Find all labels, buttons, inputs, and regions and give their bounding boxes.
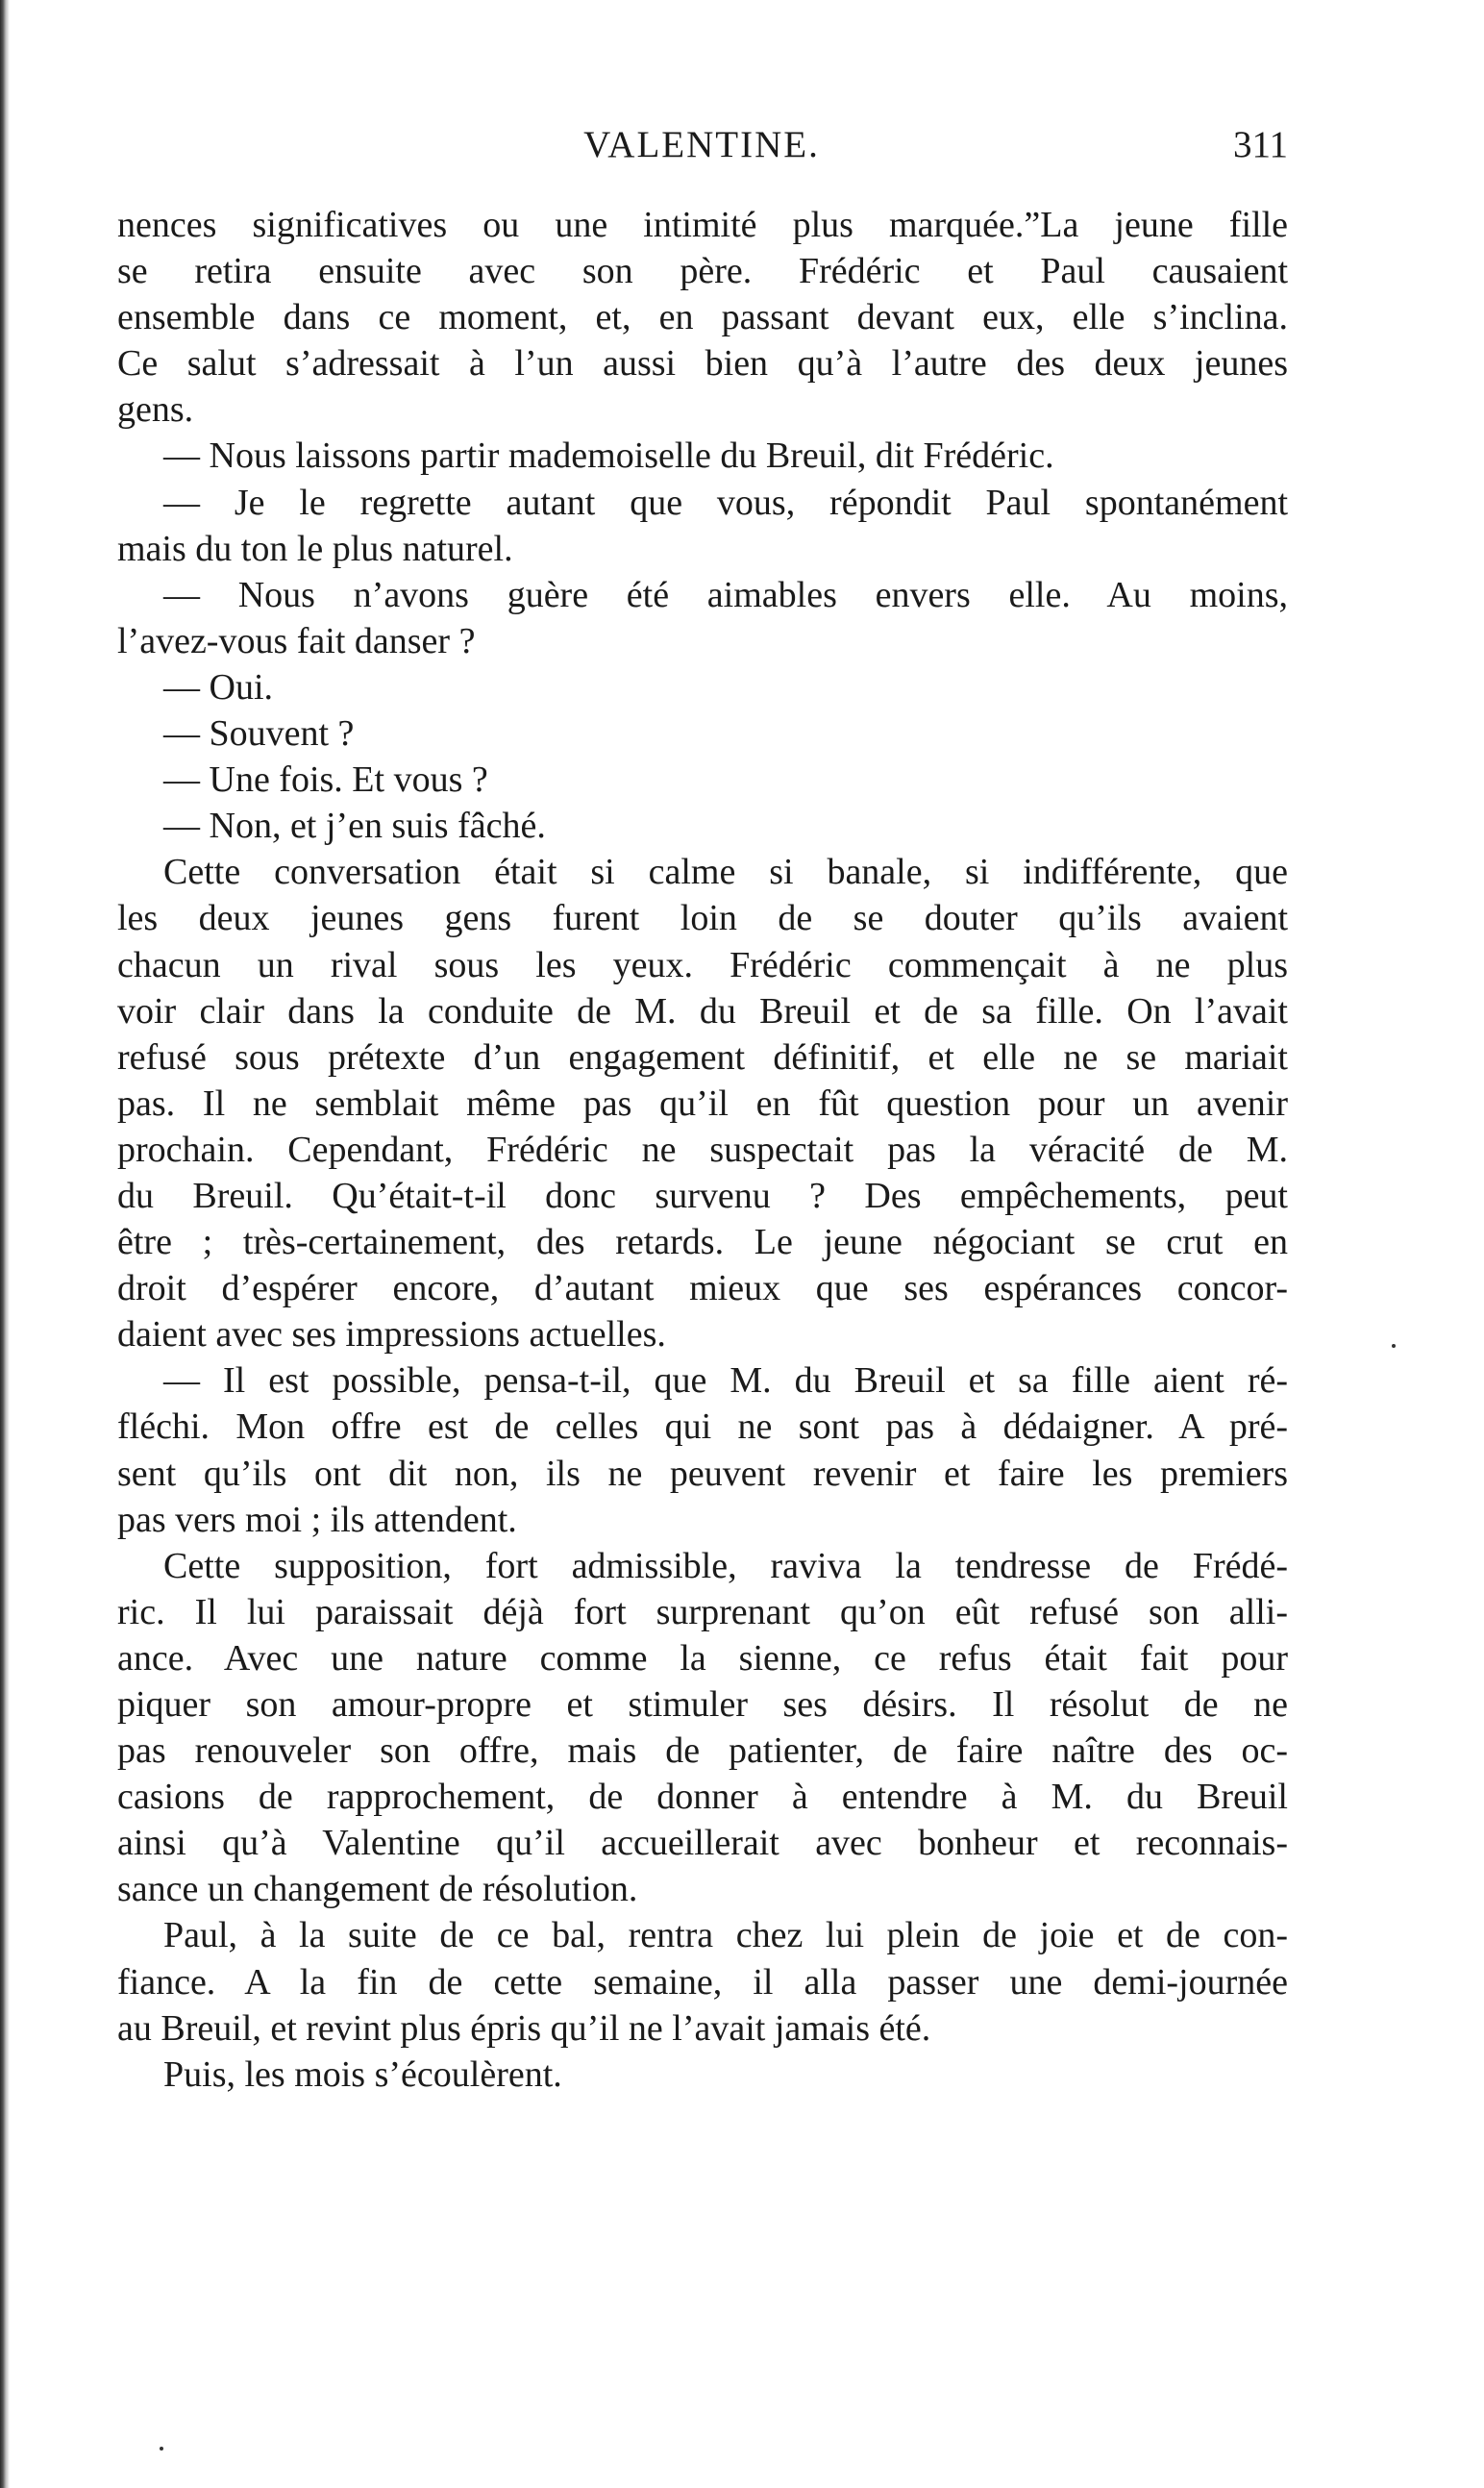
text-line: pas vers moi ; ils attendent.	[117, 1499, 517, 1540]
text-line: pas. Il ne semblait même pas qu’il en fût question pour un avenir	[117, 1082, 1288, 1124]
text-line: se retira ensuite avec son père. Frédéric et Paul causaient	[117, 251, 1288, 292]
text-line: ainsi qu’à Valentine qu’il accueillerait avec bonheur et reconnais-	[117, 1823, 1288, 1864]
dialogue-line: — Il est possible, pensa-t-il, que M. du Breuil et sa fille aient ré-	[163, 1360, 1288, 1402]
text-line: voir clair dans la conduite de M. du Breuil et de sa fille. On l’avait	[117, 990, 1288, 1032]
text-line: Ce salut s’adressait à l’un aussi bien qu’à l’autre des deux jeunes	[117, 343, 1288, 385]
text-line: chacun un rival sous les yeux. Frédéric commençait à ne plus	[117, 944, 1288, 985]
dialogue-line: — Une fois. Et vous ?	[163, 759, 488, 801]
running-head	[115, 123, 1288, 169]
dialogue-line: — Oui.	[163, 666, 273, 708]
ink-speck	[160, 2447, 163, 2451]
paragraph-start-line: Paul, à la suite de ce bal, rentra chez lui plein de joie et de con-	[163, 1915, 1288, 1956]
text-line: pas renouveler son offre, mais de patienter, de faire naître des oc-	[117, 1730, 1288, 1772]
paragraph-start-line: Puis, les mois s’écoulèrent.	[163, 2053, 562, 2095]
text-line: au Breuil, et revint plus épris qu’il ne l’avait jamais été.	[117, 2007, 931, 2049]
running-title: VALENTINE.	[583, 124, 820, 165]
ink-speck	[1392, 1344, 1396, 1348]
dialogue-line: — Je le regrette autant que vous, répondit Paul spontanément	[163, 482, 1288, 523]
text-line: refusé sous prétexte d’un engagement définitif, et elle ne se mariait	[117, 1036, 1288, 1078]
text-line: sance un changement de résolution.	[117, 1869, 638, 1910]
dialogue-line: — Nous laissons partir mademoiselle du Breuil, dit Frédéric.	[163, 435, 1054, 477]
text-line: daient avec ses impressions actuelles.	[117, 1314, 666, 1356]
paragraph-start-line: Cette conversation était si calme si banale, si indifférente, que	[163, 852, 1288, 893]
text-line: fiance. A la fin de cette semaine, il alla passer une demi-journée	[117, 1961, 1288, 2003]
page-number: 311	[1232, 124, 1288, 165]
text-line: du Breuil. Qu’était-t-il donc survenu ? Des empêchements, peut	[117, 1175, 1288, 1216]
text-line: sent qu’ils ont dit non, ils ne peuvent revenir et faire les premiers	[117, 1453, 1288, 1494]
text-line: casions de rapprochement, de donner à entendre à M. du Breuil	[117, 1777, 1288, 1818]
text-line: mais du ton le plus naturel.	[117, 528, 513, 569]
dialogue-line: — Nous n’avons guère été aimables envers elle. Au moins,	[163, 574, 1288, 615]
text-line: piquer son amour-propre et stimuler ses désirs. Il résolut de ne	[117, 1684, 1288, 1725]
text-line: droit d’espérer encore, d’autant mieux que ses espérances concor-	[117, 1268, 1288, 1309]
text-line: prochain. Cependant, Frédéric ne suspectait pas la véracité de M.	[117, 1129, 1288, 1170]
text-line: les deux jeunes gens furent loin de se douter qu’ils avaient	[117, 898, 1288, 939]
text-line: nences significatives ou une intimité plus marquée.”La jeune fille	[117, 205, 1288, 245]
dialogue-line: — Souvent ?	[163, 713, 355, 755]
body-text	[117, 202, 1288, 2098]
dialogue-line: — Non, et j’en suis fâché.	[163, 806, 546, 847]
text-line: être ; très-certainement, des retards. Le jeune négociant se crut en	[117, 1222, 1288, 1263]
binding-edge	[0, 0, 10, 2488]
text-line: gens.	[117, 389, 194, 431]
text-line: ensemble dans ce moment, et, en passant devant eux, elle s’inclina.	[117, 297, 1288, 338]
paragraph-start-line: Cette supposition, fort admissible, raviva la tendresse de Frédé-	[163, 1545, 1288, 1586]
text-line: fléchi. Mon offre est de celles qui ne sont pas à dédaigner. A pré-	[117, 1406, 1288, 1448]
text-line: ric. Il lui paraissait déjà fort surprenant qu’on eût refusé son alli-	[117, 1591, 1288, 1632]
text-line: ance. Avec une nature comme la sienne, ce refus était fait pour	[117, 1637, 1288, 1679]
text-line: l’avez-vous fait danser ?	[117, 620, 476, 661]
